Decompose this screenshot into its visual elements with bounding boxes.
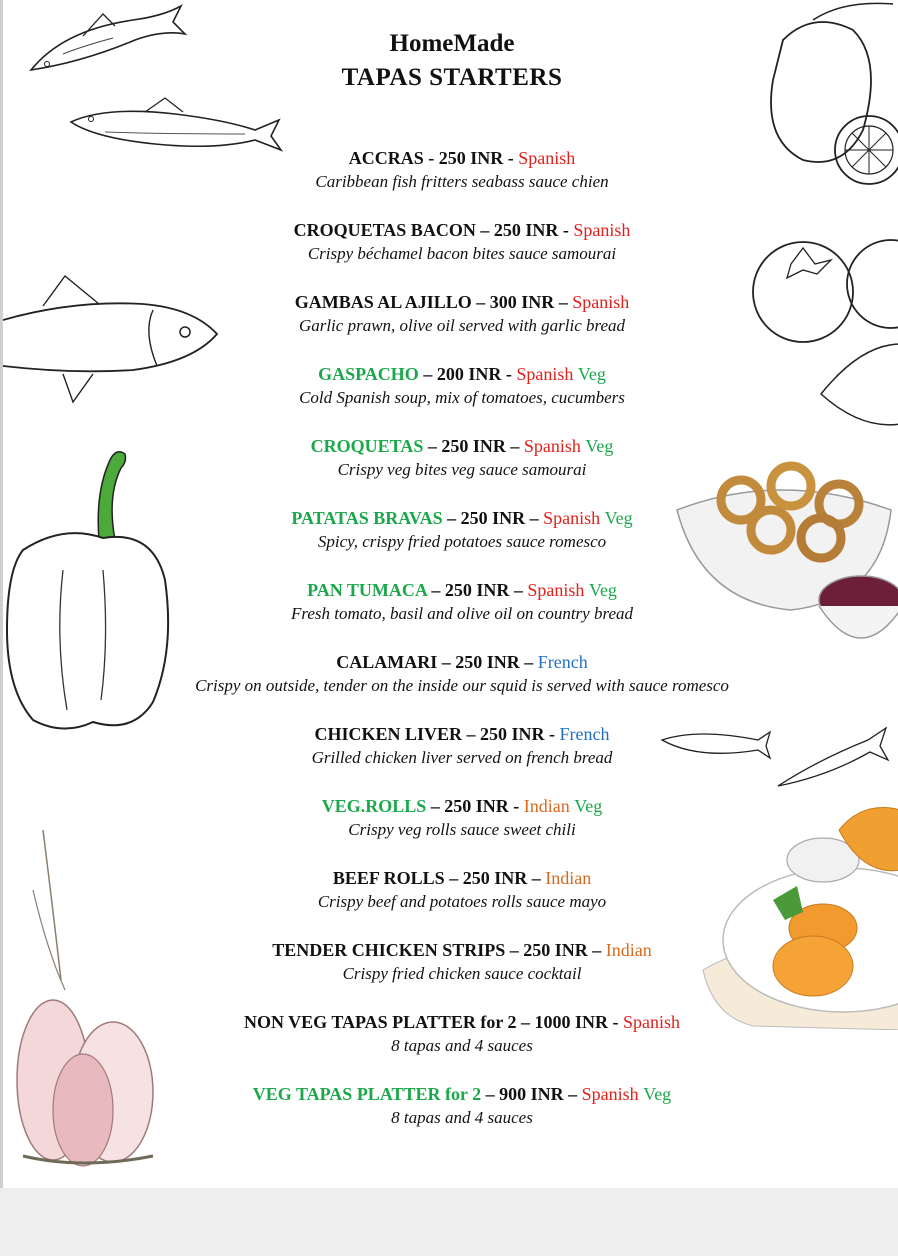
viewer-background	[0, 1188, 898, 1256]
veg-label: Veg	[574, 796, 603, 816]
menu-item: CHICKEN LIVER – 250 INR - French Grilled chicken liver served on french bread	[3, 722, 898, 794]
item-price: 250 INR	[493, 220, 559, 240]
item-name: GAMBAS AL AJILLO	[294, 292, 472, 312]
item-name: BEEF ROLLS	[332, 868, 445, 888]
item-name: GASPACHO	[318, 364, 419, 384]
item-origin: Spanish	[581, 1084, 639, 1104]
item-price: 250 INR	[444, 796, 509, 816]
item-description: 8 tapas and 4 sauces	[391, 1036, 533, 1055]
item-name: CHICKEN LIVER	[314, 724, 463, 744]
veg-label: Veg	[643, 1084, 672, 1104]
item-price: 300 INR	[489, 292, 555, 312]
item-price: 250 INR	[441, 436, 506, 456]
item-name: CALAMARI	[336, 652, 438, 672]
item-price: 250 INR	[462, 868, 528, 888]
menu-item: PATATAS BRAVAS – 250 INR – Spanish Veg Spicy, crispy fried potatoes sauce romesco	[3, 506, 898, 578]
item-description: Spicy, crispy fried potatoes sauce romesco	[317, 532, 607, 551]
item-name: VEG TAPAS PLATTER for 2	[252, 1084, 482, 1104]
menu-item: CROQUETAS – 250 INR – Spanish Veg Crispy veg bites veg sauce samourai	[3, 434, 898, 506]
menu-item: ACCRAS - 250 INR - Spanish Caribbean fish fritters seabass sauce chien	[3, 146, 898, 218]
menu-item: CALAMARI – 250 INR – French Crispy on outside, tender on the inside our squid is served with sauce romesco	[3, 650, 898, 722]
item-description: Fresh tomato, basil and olive oil on country bread	[290, 604, 633, 623]
brand-name: HomeMade	[389, 30, 515, 57]
item-origin: Spanish	[518, 148, 576, 168]
item-description: Cold Spanish soup, mix of tomatoes, cucumbers	[299, 388, 625, 407]
item-name: CROQUETAS BACON	[293, 220, 476, 240]
item-description: 8 tapas and 4 sauces	[391, 1108, 533, 1127]
item-description: Crispy beef and potatoes rolls sauce mayo	[317, 892, 607, 911]
item-price: 250 INR	[438, 148, 504, 168]
item-price: 200 INR	[436, 364, 502, 384]
item-name: PAN TUMACA	[307, 580, 427, 600]
item-origin: Indian	[545, 868, 592, 888]
veg-label: Veg	[585, 436, 614, 456]
item-price: 250 INR	[480, 724, 545, 744]
menu-item: CROQUETAS BACON – 250 INR - Spanish Crispy béchamel bacon bites sauce samourai	[3, 218, 898, 290]
item-origin: French	[559, 724, 610, 744]
item-name: TENDER CHICKEN STRIPS	[272, 940, 506, 960]
item-origin: French	[537, 652, 588, 672]
item-name: PATATAS BRAVAS	[291, 508, 443, 528]
item-description: Crispy béchamel bacon bites sauce samourai	[307, 244, 617, 263]
item-description: Grilled chicken liver served on french bread	[311, 748, 613, 767]
item-origin: Spanish	[527, 580, 585, 600]
menu-title: TAPAS STARTERS	[341, 64, 563, 91]
item-price: 1000 INR	[534, 1012, 609, 1032]
item-origin: Spanish	[543, 508, 601, 528]
item-name: VEG.ROLLS	[321, 796, 427, 816]
item-description: Crispy veg bites veg sauce samourai	[337, 460, 587, 479]
item-price: 900 INR	[499, 1084, 564, 1104]
veg-label: Veg	[588, 580, 617, 600]
item-origin: Indian	[605, 940, 652, 960]
item-origin: Spanish	[623, 1012, 681, 1032]
menu-item: VEG.ROLLS – 250 INR - Indian Veg Crispy veg rolls sauce sweet chili	[3, 794, 898, 866]
item-origin: Spanish	[523, 436, 581, 456]
menu-item: GASPACHO – 200 INR - Spanish Veg Cold Spanish soup, mix of tomatoes, cucumbers	[3, 362, 898, 434]
item-origin: Indian	[523, 796, 570, 816]
item-name: NON VEG TAPAS PLATTER for 2	[243, 1012, 517, 1032]
item-description: Crispy fried chicken sauce cocktail	[342, 964, 582, 983]
item-origin: Spanish	[572, 292, 630, 312]
item-price: 250 INR	[455, 652, 520, 672]
menu-item: VEG TAPAS PLATTER for 2 – 900 INR – Spanish Veg 8 tapas and 4 sauces	[3, 1082, 898, 1154]
item-price: 250 INR	[460, 508, 526, 528]
menu-item: GAMBAS AL AJILLO – 300 INR – Spanish Garlic prawn, olive oil served with garlic bread	[3, 290, 898, 362]
item-price: 250 INR	[444, 580, 510, 600]
item-origin: Spanish	[516, 364, 574, 384]
veg-label: Veg	[577, 364, 606, 384]
item-description: Crispy veg rolls sauce sweet chili	[348, 820, 576, 839]
item-name: CROQUETAS	[310, 436, 424, 456]
menu-item: PAN TUMACA – 250 INR – Spanish Veg Fresh tomato, basil and olive oil on country bread	[3, 578, 898, 650]
item-description: Crispy on outside, tender on the inside our squid is served with sauce romesco	[195, 676, 729, 695]
item-name: ACCRAS	[348, 148, 424, 168]
item-origin: Spanish	[573, 220, 631, 240]
item-description: Caribbean fish fritters seabass sauce chien	[315, 172, 609, 191]
item-price: 250 INR	[523, 940, 588, 960]
menu-item: BEEF ROLLS – 250 INR – Indian Crispy beef and potatoes rolls sauce mayo	[3, 866, 898, 938]
menu-item: TENDER CHICKEN STRIPS – 250 INR – Indian Crispy fried chicken sauce cocktail	[3, 938, 898, 1010]
item-description: Garlic prawn, olive oil served with garlic bread	[298, 316, 626, 335]
veg-label: Veg	[604, 508, 633, 528]
menu-item: NON VEG TAPAS PLATTER for 2 – 1000 INR - Spanish 8 tapas and 4 sauces	[3, 1010, 898, 1082]
menu-list	[3, 146, 898, 1154]
